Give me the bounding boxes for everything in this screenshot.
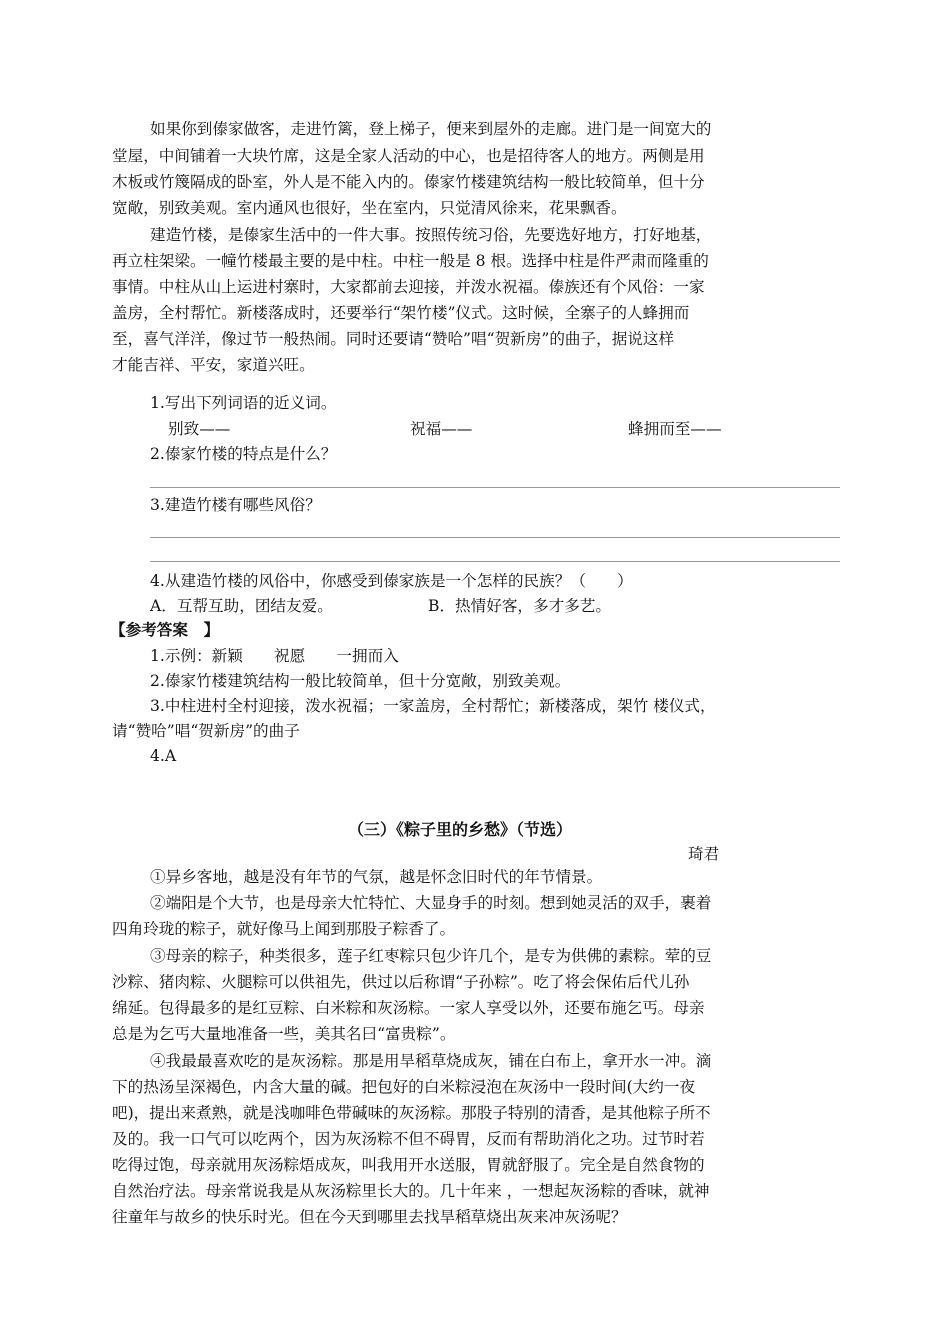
question-4: 4.从建造竹楼的风俗中，你感受到傣家族是一个怎样的民族？（ ） (150, 572, 633, 590)
answer-4: 4.A (150, 747, 177, 765)
answer-line (150, 537, 840, 538)
paragraph-line: 绵延。包得最多的是红豆粽、白米粽和灰汤粽。一家人享受以外，还要布施乞丐。母亲 (112, 999, 705, 1017)
paragraph-line: ③母亲的粽子，种类很多，莲子红枣粽只包少许几个，是专为供佛的素粽。荤的豆 (150, 947, 712, 965)
answer-3: 3.中柱进村全村迎接，泼水祝福；一家盖房，全村帮忙；新楼落成，架竹 楼仪式， (150, 697, 716, 715)
synonym-item: 蜂拥而至—— (628, 420, 722, 438)
paragraph-line: 才能吉祥、平安，家道兴旺。 (112, 356, 315, 374)
question-1: 1.写出下列词语的近义词。 (150, 394, 337, 412)
paragraph-line: 及的。我一口气可以吃两个，因为灰汤粽不但不碍胃，反而有帮助消化之功。过节时若 (112, 1130, 705, 1148)
paragraph-line: 再立柱架梁。一幢竹楼最主要的是中柱。中柱一般是 8 根。选择中柱是件严肃而隆重的 (112, 252, 709, 270)
paragraph-line: 宽敞，别致美观。室内通风也很好，坐在室内，只觉清风徐来，花果飘香。 (112, 199, 627, 217)
paragraph-line: 往童年与故乡的快乐时光。但在今天到哪里去找旱稻草烧出灰来冲灰汤呢？ (112, 1208, 627, 1226)
answer-1: 1.示例：新颖 祝愿 一拥而入 (150, 647, 399, 665)
paragraph-line: 沙粽、猪肉粽、火腿粽可以供祖先，供过以后称谓“子孙粽”。吃了将会保佑后代儿孙 (112, 973, 690, 991)
paragraph-line: 木板或竹篾隔成的卧室，外人是不能入内的。傣家竹楼建筑结构一般比较简单，但十分 (112, 173, 705, 191)
answer-line (150, 487, 840, 488)
answers-heading: 【参考答案 】 (110, 620, 220, 639)
paragraph-line: 总是为乞丐大量地准备一些，美其名曰“富贵粽”。 (112, 1025, 456, 1043)
answer-line (150, 561, 840, 562)
paragraph-line: 如果你到傣家做客，走进竹篱，登上梯子，便来到屋外的走廊。进门是一间宽大的 (150, 120, 712, 138)
answer-2: 2.傣家竹楼建筑结构一般比较简单，但十分宽敞，别致美观。 (150, 672, 571, 690)
option-b: B．热情好客，多才多艺。 (428, 597, 611, 615)
paragraph-line: ④我最最喜欢吃的是灰汤粽。那是用旱稻草烧成灰，铺在白布上，拿开水一冲。滴 (150, 1052, 712, 1070)
paragraph-line: 堂屋，中间铺着一大块竹席，这是全家人活动的中心，也是招待客人的地方。两侧是用 (112, 147, 705, 165)
paragraph-line: 吃得过饱，母亲就用灰汤粽焐成灰，叫我用开水送服，胃就舒服了。完全是自然食物的 (112, 1156, 705, 1174)
author: 琦君 (688, 845, 720, 863)
paragraph-line: 盖房，全村帮忙。新楼落成时，还要举行“架竹楼”仪式。这时候，全寨子的人蜂拥而 (112, 304, 690, 322)
question-2: 2.傣家竹楼的特点是什么？ (150, 445, 337, 463)
section-title: （三）《粽子里的乡愁》（节选） (348, 820, 573, 839)
paragraph-line: 事情。中柱从山上运进村寨时，大家都前去迎接，并泼水祝福。傣族还有个风俗：一家 (112, 278, 705, 296)
paragraph-line: 吧)，提出来煮熟，就是浅咖啡色带碱味的灰汤粽。那股子特别的清香，是其他粽子所不 (112, 1104, 711, 1122)
paragraph-line: 四角玲珑的粽子，就好像马上闻到那股子粽香了。 (112, 920, 456, 938)
synonym-item: 别致—— (168, 420, 231, 438)
paragraph-line: 至，喜气洋洋，像过节一般热闹。同时还要请“赞哈”唱“贺新房”的曲子，据说这样 (112, 330, 675, 348)
paragraph-line: ②端阳是个大节，也是母亲大忙特忙、大显身手的时刻。想到她灵活的双手，裹着 (150, 894, 712, 912)
paragraph-line: 建造竹楼，是傣家生活中的一件大事。按照传统习俗，先要选好地方，打好地基， (150, 226, 712, 244)
paragraph-line: 下的热汤呈深褐色，内含大量的碱。把包好的白米粽浸泡在灰汤中一段时间(大约一夜 (112, 1078, 696, 1096)
answer-3-cont: 请“赞哈”唱“贺新房”的曲子 (112, 722, 300, 740)
paragraph-line: ①异乡客地，越是没有年节的气氛，越是怀念旧时代的年节情景。 (150, 868, 603, 886)
synonym-item: 祝福—— (410, 420, 473, 438)
option-a: A．互帮互助，团结友爱。 (150, 597, 333, 615)
question-3: 3.建造竹楼有哪些风俗？ (150, 496, 321, 514)
paragraph-line: 自然治疗法。母亲常说我是从灰汤粽里长大的。几十年来 ，一想起灰汤粽的香味，就神 (112, 1182, 710, 1200)
